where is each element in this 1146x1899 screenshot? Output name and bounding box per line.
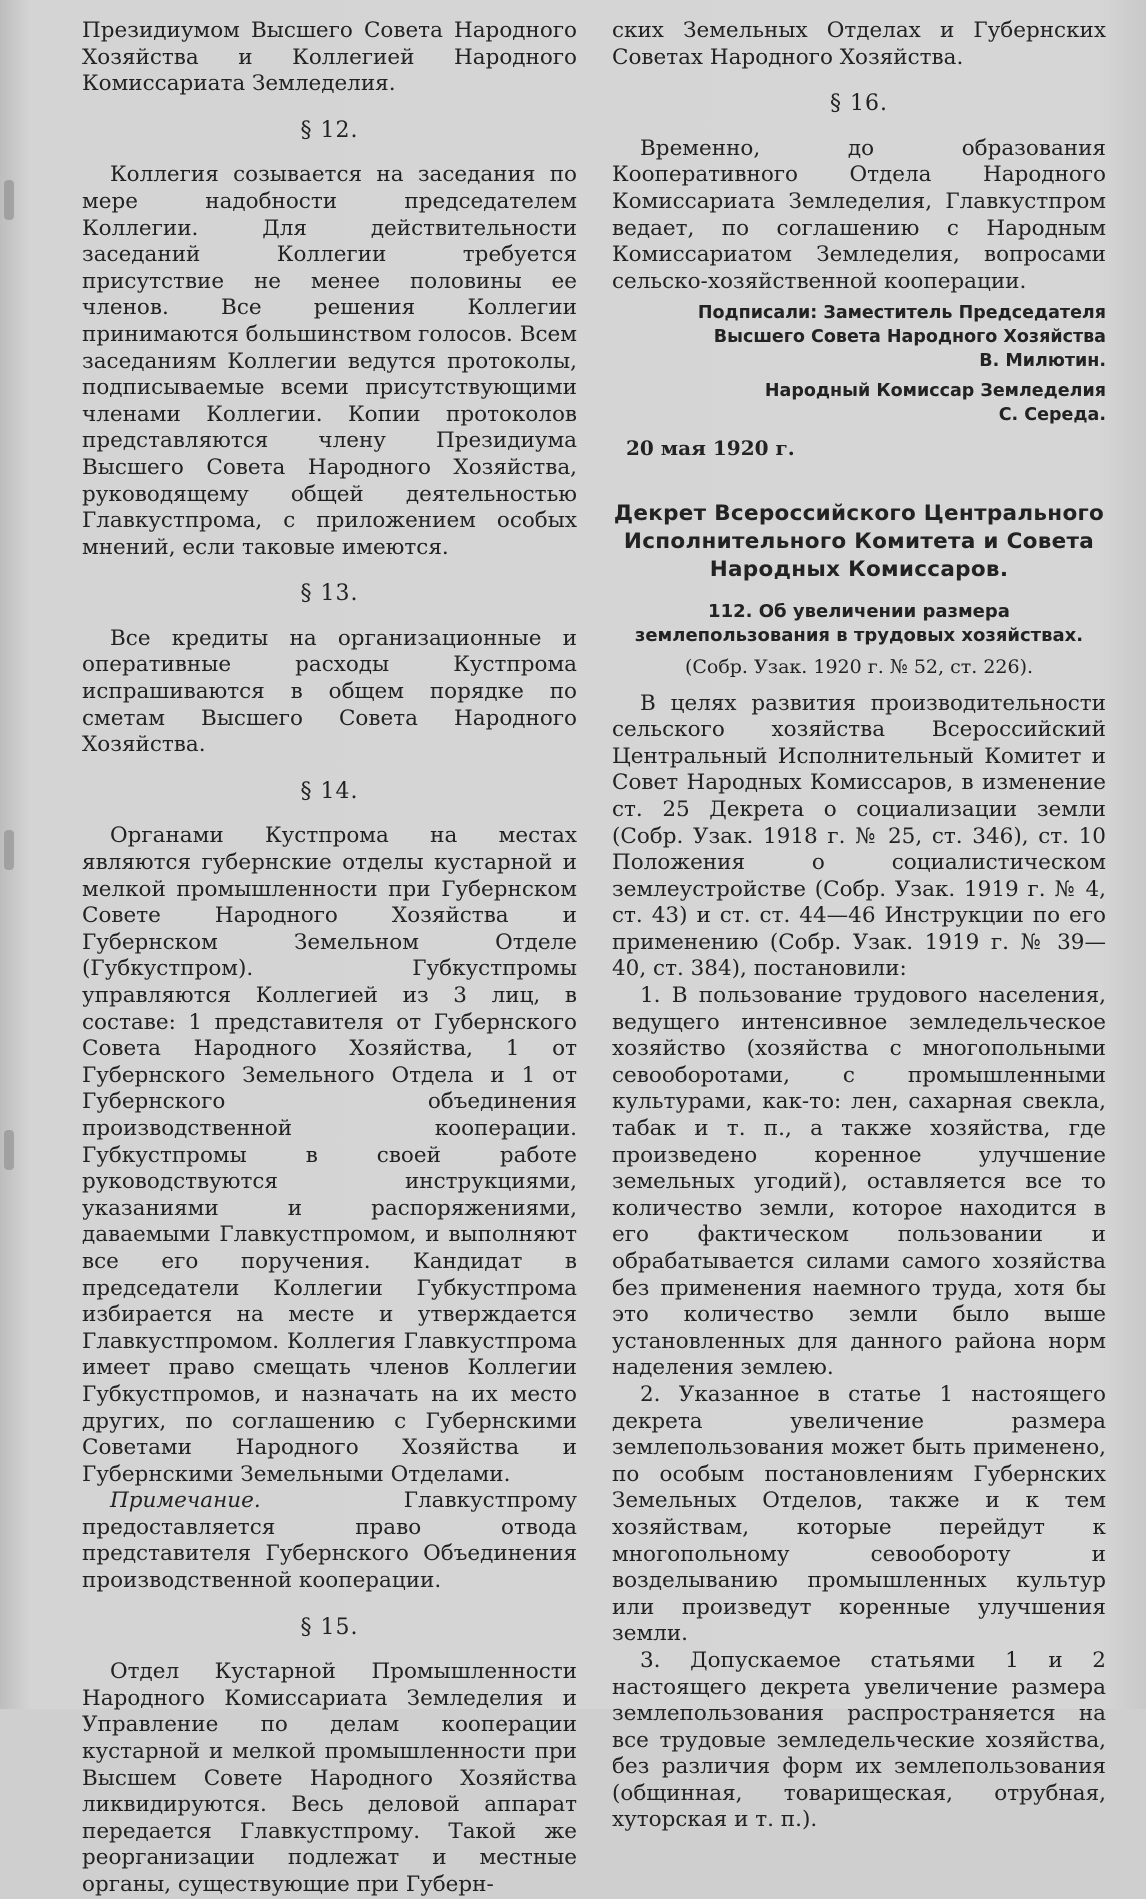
binding-mark [4,180,14,220]
binding-mark [4,830,14,870]
note-label: Примечание. [110,1488,261,1514]
document-title: 112. Об увеличении размера землепользования в трудовых хозяйствах. [634,600,1084,646]
section-12-heading: § 12. [300,117,359,143]
section-15-text: Отдел Кустарной Промышленности Народного Комиссариата Земледелия и Управление по делам кооперации кустарной и мелкой промышленности при Высшем Совете Народного Хозяйства ликвидируются. Весь деловой аппарат передается Главкустпрому. Такой же реорганизации подлежат и местные органы, существующие при Губерн- [82,1659,577,1897]
section-16-heading: § 16. [830,91,888,117]
note-text: Главкустпрому предоставляется право отвода представителя Губернского Объединения производственной кооперации. [82,1488,577,1594]
signatory-name: С. Середа. [998,405,1106,426]
section-16-text: Временно, до образования Кооперативного Отдела Народного Комиссариата Земледелия, Главкустпром ведает, по соглашению с Народным Комиссариатом Земледелия, вопросами сельско-хозяйственной кооперации. [612,135,1106,294]
preamble: В целях развития производительности сельского хозяйства Всероссийский Центральный Исполнительный Комитет и Совет Народных Комиссаров, в изменение ст. 25 Декрета о социализации земли (Собр. Узак. 1918 г. № 25, ст. 346), ст. 10 Положения о социалистическом землеустройстве (Собр. Узак. 1919 г. № 4, ст. 43) и ст. ст. 44—46 Инструкции по его применению (Собр. Узак. 1919 г. № 39—40, ст. 384), постановили: [612,690,1106,982]
section-12-text: Коллегия созывается на заседания по мере надобности председателем Коллегии. Для действительности заседаний Коллегии требуется присутствие не менее половины ее членов. Все решения Коллегии принимаются большинством голосов. Всем заседаниям Коллегии ведутся протоколы, подписываемые всеми присутствующими членами Коллегии. Копии протоколов представляются члену Президиума Высшего Совета Народного Хозяйства, руководящему общей деятельностью Главкустпрома, с приложением особых мнений, если таковые имеются. [82,162,577,560]
section-14-note [82,1488,577,1594]
right-column [612,18,1106,1834]
binding-mark [4,1130,14,1170]
signatory-name: В. Милютин. [979,351,1106,372]
signature-line: Подписали: Заместитель Председателя [697,303,1106,324]
section-14-heading: § 14. [300,778,359,804]
article-2: 2. Указанное в статье 1 настоящего декрета увеличение размера землепользования может быть применено, по особым постановлениям Губернских Земельных Отделов, также и к тем хозяйствам, которые перейдут к многопольному севообороту и возделыванию промышленных культур или произведут коренные улучшения земли. [612,1381,1106,1647]
continued-paragraph: ских Земельных Отделах и Губернских Советах Народного Хозяйства. [612,18,1106,70]
document-date: 20 мая 1920 г. [626,436,795,461]
intro-paragraph: Президиумом Высшего Совета Народного Хозяйства и Коллегией Народного Комиссариата Земледелия. [82,18,577,97]
section-13-heading: § 13. [300,581,359,607]
signature-line: Высшего Совета Народного Хозяйства [713,327,1106,348]
left-column [82,18,577,1899]
decree-heading: Декрет Всероссийского Центрального Исполнительного Комитета и Совета Народных Комиссаров. [613,500,1105,582]
article-1: 1. В пользование трудового населения, ведущего интенсивное земледельческое хозяйство (хозяйства с многопольными севооборотами, с промышленными культурами, как-то: лен, сахарная свекла, табак и т. п., а также хозяйства, где произведено коренное улучшение земельных угодий), оставляется все то количество земли, которое находится в его фактическом пользовании и обрабатывается силами самого хозяйства без применения наемного труда, хотя бы это количество земли было выше установленных для данного района норм наделения землею. [612,983,1106,1381]
signature-line: Народный Комиссар Земледелия [764,381,1106,402]
source-reference: (Собр. Узак. 1920 г. № 52, ст. 226). [684,655,1034,678]
section-14-text: Органами Кустпрома на местах являются губернские отделы кустарной и мелкой промышленности при Губернском Совете Народного Хозяйства и Губернском Земельном Отделе (Губкустпром). Губкустпромы управляются Коллегией из 3 лиц, в составе: 1 представителя от Губернского Совета Народного Хозяйства, 1 от Губернского Земельного Отдела и 1 от Губернского объединения производственной кооперации. Губкустпромы в своей работе руководствуются инструкциями, указаниями и распоряжениями, даваемыми Главкустпромом, и выполняют все его поручения. Кандидат в председатели Коллегии Губкустпрома избирается на месте и утверждается Главкустпромом. Коллегия Главкустпрома имеет право смещать членов Коллегии Губкустпромов, и назначать на их место других, по соглашению с Губернскими Советами Народного Хозяйства и Губернскими Земельными Отделами. [82,823,577,1487]
article-3: 3. Допускаемое статьями 1 и 2 настоящего декрета увеличение размера землепользования распространяется на все трудовые земледельческие хозяйства, без различия форм их землепользования (общинная, товарищеская, отрубная, хуторская и т. п.). [612,1647,1106,1833]
section-15-heading: § 15. [300,1614,359,1640]
section-13-text: Все кредиты на организационные и оперативные расходы Кустпрома испрашиваются в общем порядке по сметам Высшего Совета Народного Хозяйства. [82,625,577,758]
